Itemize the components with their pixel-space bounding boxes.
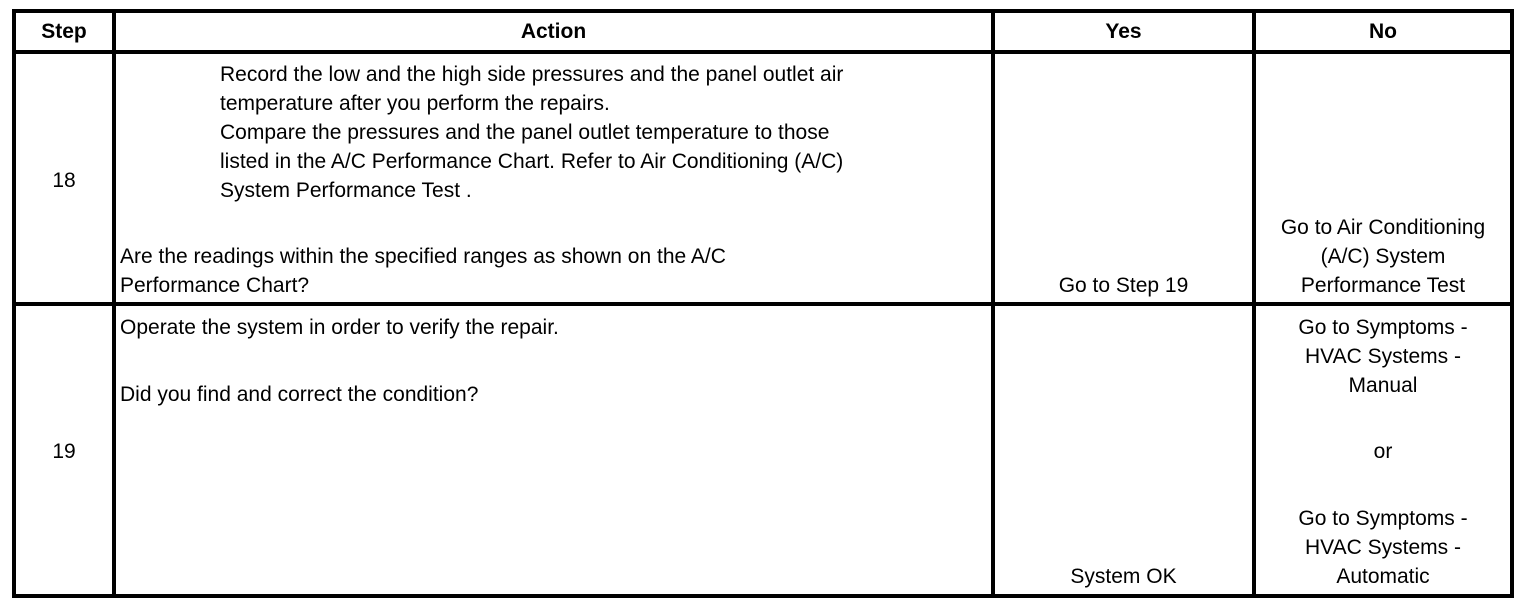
column-divider-action-yes bbox=[991, 9, 995, 598]
no-result-line: HVAC Systems - bbox=[1305, 345, 1461, 368]
instruction-line: temperature after you perform the repairs. bbox=[220, 92, 610, 115]
no-result-line: (A/C) System bbox=[1320, 245, 1446, 268]
instruction-line: Compare the pressures and the panel outlet temperature to those bbox=[220, 121, 830, 144]
step-19-no-option-automatic bbox=[1256, 504, 1510, 591]
header-divider bbox=[12, 50, 1514, 54]
row-divider bbox=[12, 302, 1514, 306]
table-border-left bbox=[12, 9, 16, 598]
instruction-line: Record the low and the high side pressures and the panel outlet air bbox=[220, 63, 844, 86]
no-result-line: Manual bbox=[1348, 374, 1418, 397]
step-19-instruction: Operate the system in order to verify the repair. bbox=[120, 316, 559, 339]
header-yes: Yes bbox=[1105, 20, 1142, 43]
no-result-line: Go to Symptoms - bbox=[1298, 316, 1468, 339]
question-line: Are the readings within the specified ranges as shown on the A/C bbox=[120, 245, 726, 268]
instruction-line: System Performance Test . bbox=[220, 179, 472, 202]
no-result-line: HVAC Systems - bbox=[1305, 536, 1461, 559]
step-number-18: 18 bbox=[52, 169, 76, 192]
step-18-question bbox=[120, 242, 990, 300]
step-number-19: 19 bbox=[52, 440, 76, 463]
table-border-right bbox=[1510, 9, 1514, 598]
step-18-yes-result: Go to Step 19 bbox=[1058, 274, 1189, 297]
step-19-question: Did you find and correct the condition? bbox=[120, 383, 479, 406]
no-result-line: Go to Symptoms - bbox=[1298, 507, 1468, 530]
instruction-line: listed in the A/C Performance Chart. Refer to Air Conditioning (A/C) bbox=[220, 150, 844, 173]
step-18-no-result bbox=[1256, 213, 1510, 300]
step-19-no-or: or bbox=[1373, 440, 1393, 463]
no-result-line: Performance Test bbox=[1300, 274, 1466, 297]
step-18-instructions bbox=[220, 60, 990, 205]
column-divider-step-action bbox=[112, 9, 116, 598]
no-result-line: Automatic bbox=[1336, 565, 1430, 588]
no-result-line: Go to Air Conditioning bbox=[1280, 216, 1486, 239]
header-action: Action bbox=[520, 20, 587, 43]
question-line: Performance Chart? bbox=[120, 274, 310, 297]
header-no: No bbox=[1369, 20, 1397, 43]
step-19-no-option-manual bbox=[1256, 313, 1510, 400]
header-step: Step bbox=[41, 20, 87, 43]
step-19-yes-result: System OK bbox=[1070, 565, 1177, 588]
table-border-bottom bbox=[12, 594, 1514, 598]
